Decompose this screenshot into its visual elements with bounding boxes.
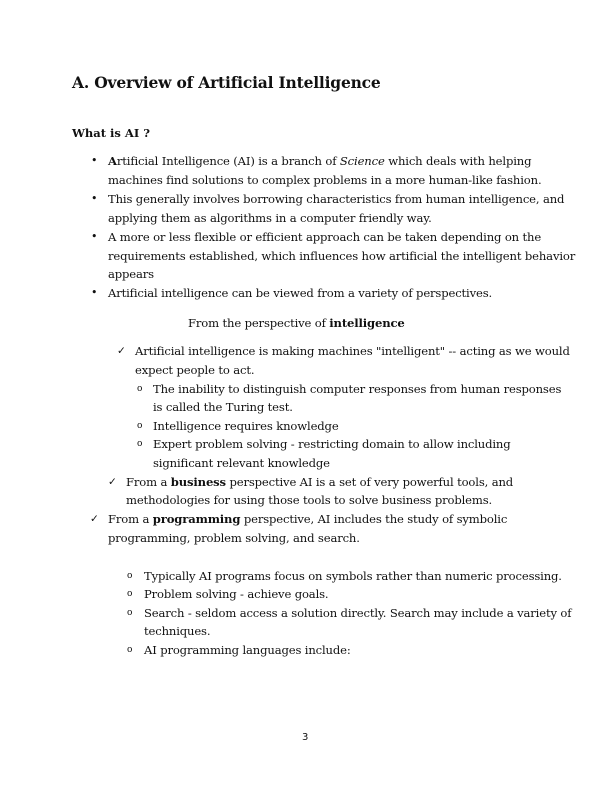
circle-bullet-icon: o	[137, 421, 143, 431]
sub-item-1-line-1: The inability to distinguish computer responses from human responses	[153, 382, 562, 396]
check-business-line-2: methodologies for using those tools to solve business problems.	[126, 493, 493, 507]
bullet-2-line-2: applying them as algorithms in a computer friendly way.	[108, 211, 432, 225]
bullet-1-line-1: Artificial Intelligence (AI) is a branch of Science which deals with helping	[108, 154, 532, 168]
bullet-4-line-1: Artificial intelligence can be viewed from a variety of perspectives.	[108, 286, 493, 300]
circle-bullet-icon: o	[127, 608, 133, 618]
circle-bullet-icon: o	[137, 439, 143, 449]
check-icon: ✓	[90, 513, 99, 525]
circle-bullet-icon: o	[127, 589, 133, 599]
check-icon: ✓	[117, 345, 126, 357]
prog-sub-item-1: Typically AI programs focus on symbols rather than numeric processing.	[144, 569, 562, 583]
page-number: 3	[302, 732, 309, 743]
bullet-3-line-2: requirements established, which influences how artificial the intelligent behavior	[108, 249, 576, 263]
check-intelligence-line-1: Artificial intelligence is making machines "intelligent" -- acting as we would	[135, 344, 570, 358]
bullet-icon: •	[91, 230, 98, 243]
sub-item-2-line-1: Intelligence requires knowledge	[153, 419, 339, 433]
bullet-2-line-1: This generally involves borrowing characteristics from human intelligence, and	[108, 192, 565, 206]
check-programming-line-2: programming, problem solving, and search.	[108, 531, 360, 545]
prog-sub-item-3-line-1: Search - seldom access a solution directly. Search may include a variety of	[144, 606, 572, 620]
prog-sub-item-3-line-2: techniques.	[144, 624, 211, 638]
bullet-icon: •	[91, 286, 98, 299]
circle-bullet-icon: o	[127, 645, 133, 655]
section-heading: A. Overview of Artificial Intelligence	[72, 73, 381, 92]
check-icon: ✓	[108, 476, 117, 488]
prog-sub-item-4: AI programming languages include:	[144, 643, 351, 657]
sub-item-3-line-2: significant relevant knowledge	[153, 456, 330, 470]
check-programming-line-1: From a programming perspective, AI includes the study of symbolic	[108, 512, 508, 526]
sub-item-3-line-1: Expert problem solving - restricting domain to allow including	[153, 437, 511, 451]
circle-bullet-icon: o	[127, 571, 133, 581]
prog-sub-item-2: Problem solving - achieve goals.	[144, 587, 329, 601]
check-business-line-1: From a business perspective AI is a set of very powerful tools, and	[126, 475, 514, 489]
bullet-icon: •	[91, 154, 98, 167]
bullet-3-line-3: appears	[108, 267, 154, 281]
circle-bullet-icon: o	[137, 384, 143, 394]
perspective-heading: From the perspective of intelligence	[188, 316, 405, 330]
bullet-1-line-2: machines find solutions to complex problems in a more human-like fashion.	[108, 173, 542, 187]
bullet-icon: •	[91, 192, 98, 205]
bullet-3-line-1: A more or less flexible or efficient approach can be taken depending on the	[108, 230, 542, 244]
check-intelligence-line-2: expect people to act.	[135, 363, 255, 377]
subheading: What is AI ?	[72, 126, 150, 140]
sub-item-1-line-2: is called the Turing test.	[153, 400, 293, 414]
